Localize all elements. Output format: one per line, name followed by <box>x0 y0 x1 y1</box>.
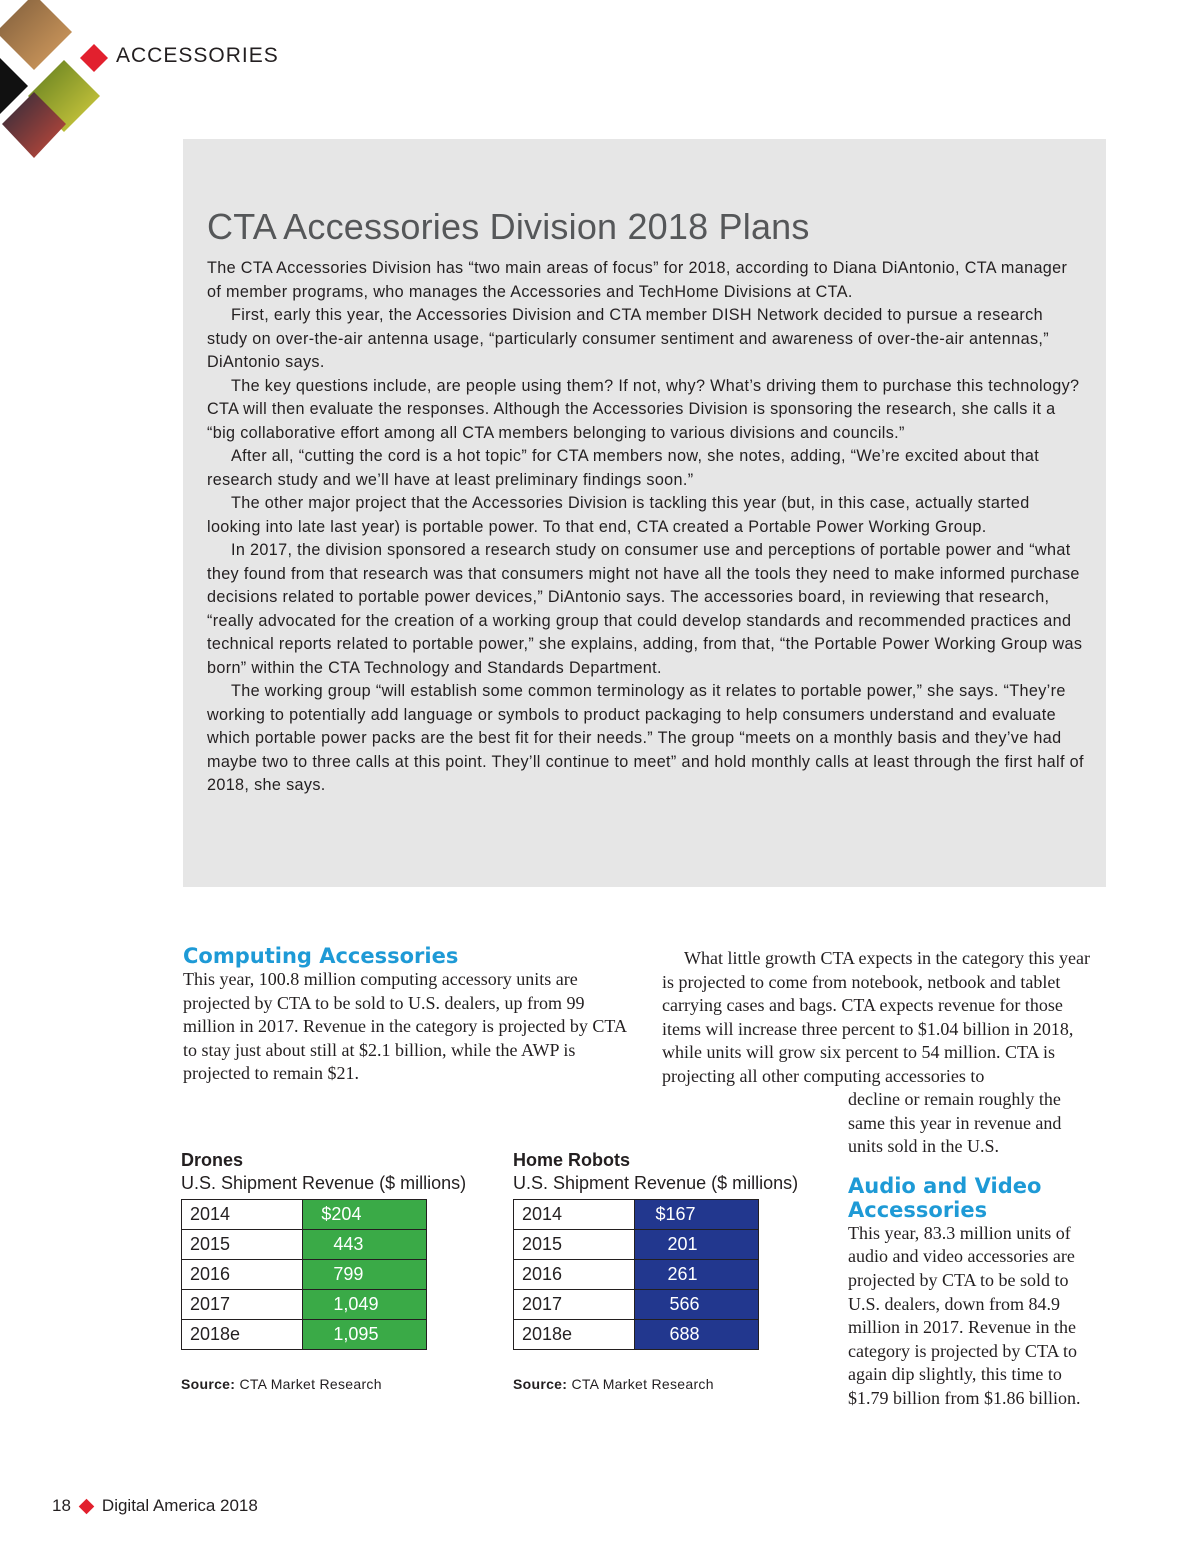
section-logo-graphic <box>0 0 110 160</box>
table-cell-value: 443 <box>303 1230 427 1260</box>
sidebar-paragraph: First, early this year, the Accessories Division and CTA member DISH Network decided to pursue a research study on over-the-air antenna usage, “particularly consumer sentiment and awareness of over-the-air antennas,” DiAntonio says. <box>207 306 1050 371</box>
sidebar-paragraph: After all, “cutting the cord is a hot topic” for CTA members now, she notes, adding, “We’re excited about that research study and we’ll have at least preliminary findings soon.” <box>207 447 1040 489</box>
table-cell-value: $204 <box>303 1200 427 1230</box>
table-row <box>514 1230 759 1260</box>
table-cell-year: 2016 <box>182 1260 303 1290</box>
table-cell-value: 201 <box>635 1230 759 1260</box>
table-row <box>514 1290 759 1320</box>
audio-video-paragraph: This year, 83.3 million units of audio and video accessories are projected by CTA to be sold to U.S. dealers, down from 84.9 million in 2017. Revenue in the category is projected by CTA to again dip slightly, this time to $1.79 billion from $1.86 billion. <box>848 1222 1081 1408</box>
table-row <box>182 1200 427 1230</box>
table-cell-value: 799 <box>303 1260 427 1290</box>
sidebar-box <box>183 139 1106 887</box>
sidebar-paragraph: The key questions include, are people using them? If not, why? What’s driving them to purchase this technology? CTA will then evaluate the responses. Although the Accessories Division is sponsoring the research, she calls it a “big collaborative effort among all CTA members belonging to various divisions and councils.” <box>207 376 1080 442</box>
drones-table-title: Drones <box>181 1150 244 1170</box>
right-column <box>848 1088 1100 1411</box>
table-row <box>514 1260 759 1290</box>
logo-tile-red <box>80 44 108 72</box>
page-number: 18 <box>52 1496 71 1515</box>
table-row <box>182 1290 427 1320</box>
drones-table <box>181 1199 427 1350</box>
table-cell-value: 566 <box>635 1290 759 1320</box>
robots-table <box>513 1199 759 1350</box>
computing-paragraph-2: What little growth CTA expects in the category this year is projected to come from notebook, netbook and tablet carrying cases and bags. CTA expects revenue for those items will increase three percent to $1.04 billion in 2018, while units will grow six percent to 54 million. CTA is projecting all other computing accessories to <box>662 948 1090 1086</box>
sidebar-title: CTA Accessories Division 2018 Plans <box>207 206 810 247</box>
table-cell-value: 261 <box>635 1260 759 1290</box>
logo-tile-city <box>0 0 72 70</box>
drones-table-block <box>181 1149 501 1392</box>
computing-paragraph-2-end: decline or remain roughly the same this year in revenue and units sold in the U.S. <box>848 1089 1062 1157</box>
computing-column-continued <box>662 947 1102 1089</box>
robots-table-block <box>513 1149 833 1392</box>
sidebar-paragraph: The other major project that the Accessories Division is tackling this year (but, in this case, actually started looking into late last year) is portable power. To that end, CTA created a Portable Power Working Group. <box>207 494 1030 536</box>
sidebar-paragraph: The CTA Accessories Division has “two main areas of focus” for 2018, according to Diana DiAntonio, CTA manager of member programs, who manages the Accessories and TechHome Divisions at CTA. <box>207 259 1068 301</box>
table-cell-year: 2014 <box>182 1200 303 1230</box>
table-cell-value: 1,049 <box>303 1290 427 1320</box>
audio-video-heading: Audio and Video Accessories <box>848 1173 1042 1222</box>
section-label: ACCESSORIES <box>116 44 279 67</box>
table-cell-year: 2018e <box>514 1320 635 1350</box>
sidebar-paragraph: The working group “will establish some common terminology as it relates to portable power,” she says. “They’re working to potentially add language or symbols to product packaging to help consumers understand and evaluate which portable power packs are the best fit for their needs.” The group “meets on a monthly basis and they’ve had maybe two to three calls at this point. They’ll continue to meet” and hold monthly calls at least through the first half of 2018, she says. <box>207 682 1084 794</box>
robots-table-subtitle: U.S. Shipment Revenue ($ millions) <box>513 1173 799 1193</box>
table-cell-year: 2015 <box>182 1230 303 1260</box>
table-cell-year: 2015 <box>514 1230 635 1260</box>
drones-source <box>181 1376 501 1392</box>
sidebar-body <box>207 257 1084 798</box>
diamond-icon <box>79 1498 95 1514</box>
table-row <box>182 1230 427 1260</box>
source-text: CTA Market Research <box>571 1376 714 1392</box>
computing-column <box>183 944 638 1086</box>
publication-name: Digital America 2018 <box>101 1496 258 1515</box>
source-label: Source: <box>513 1376 568 1392</box>
robots-table-title: Home Robots <box>513 1150 630 1170</box>
table-row <box>514 1320 759 1350</box>
table-cell-year: 2018e <box>182 1320 303 1350</box>
table-cell-value: $167 <box>635 1200 759 1230</box>
table-cell-year: 2017 <box>514 1290 635 1320</box>
sidebar-paragraph: In 2017, the division sponsored a research study on consumer use and perceptions of portable power and “what they found from that research was that consumers might not have all the tools they need to make informed purchase decisions related to portable power devices,” DiAntonio says. The accessories board, in reviewing that research, “really advocated for the creation of a working group that could develop standards and recommended practices and technical reports related to portable power,” she explains, adding, from that, “the Portable Power Working Group was born” within the CTA Technology and Standards Department. <box>207 541 1083 677</box>
table-cell-year: 2016 <box>514 1260 635 1290</box>
table-row <box>514 1200 759 1230</box>
source-label: Source: <box>181 1376 236 1392</box>
table-cell-value: 1,095 <box>303 1320 427 1350</box>
table-cell-year: 2017 <box>182 1290 303 1320</box>
table-cell-year: 2014 <box>514 1200 635 1230</box>
source-text: CTA Market Research <box>239 1376 382 1392</box>
table-row <box>182 1260 427 1290</box>
page-footer <box>52 1496 258 1516</box>
robots-source <box>513 1376 833 1392</box>
computing-heading: Computing Accessories <box>183 944 459 968</box>
table-row <box>182 1320 427 1350</box>
drones-table-subtitle: U.S. Shipment Revenue ($ millions) <box>181 1173 467 1193</box>
computing-paragraph: This year, 100.8 million computing accessory units are projected by CTA to be sold to U.S. dealers, up from 99 million in 2017. Revenue in the category is projected by CTA to stay just about still at $2.1 billion, while the AWP is projected to remain $21. <box>183 969 626 1084</box>
table-cell-value: 688 <box>635 1320 759 1350</box>
